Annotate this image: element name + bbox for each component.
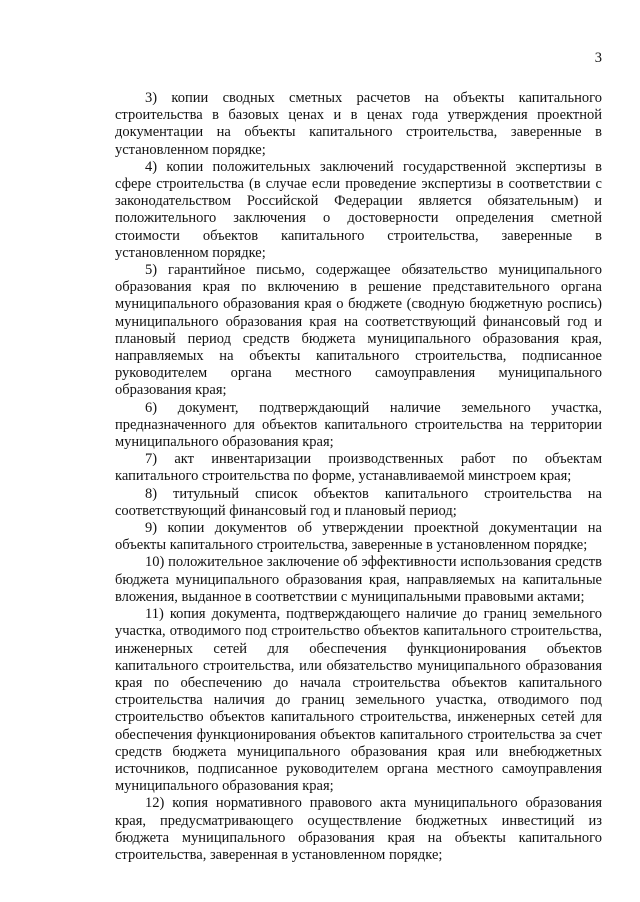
list-item-6: 6) документ, подтверждающий наличие земельного участка, предназначенного для объектов капитального строительства на территории муниципального образования края; — [115, 399, 602, 451]
list-item-10: 10) положительное заключение об эффективности использования средств бюджета муниципального образования края, направляемых на капитальные вложения, выданное в соответствии с муниципальными правовыми актами; — [115, 554, 602, 605]
list-item-12: 12) копия нормативного правового акта муниципального образования края, предусматривающего осуществление бюджетных инвестиций из бюджета муниципального образования края на объекты капитального строительства, заверенная в установленном порядке; — [115, 795, 602, 863]
list-item-11: 11) копия документа, подтверждающего наличие до границ земельного участка, отводимого под строительство объектов капитального строительства, инженерных сетей для обеспечения функционирования объектов капитального строительства, или обязательство муниципального образования края по обеспечению до начала строительства объектов капитального строительства наличия до границ земельного участка, отводимого под строительство объектов капитального строительства, инженерных сетей для обеспечения функционирования объектов капитального строительства за счет средств бюджета муниципального образования края или внебюджетных источников, подписанное руководителем органа местного самоуправления муниципального образования края; — [115, 606, 602, 795]
page-number: 3 — [594, 50, 602, 66]
document-body — [115, 90, 602, 864]
list-item-3: 3) копии сводных сметных расчетов на объекты капитального строительства в базовых ценах и в ценах года утверждения проектной документации на объекты капитального строительства, заверенные в установленном порядке; — [115, 90, 602, 158]
list-item-5: 5) гарантийное письмо, содержащее обязательство муниципального образования края по включению в решение представительного органа муниципального образования края о бюджете (сводную бюджетную роспись) муниципального образования края на соответствующий финансовый год и плановый период средств бюджета муниципального образования края, направляемых на объекты капитального строительства, подписанное руководителем органа местного самоуправления муниципального образования края; — [115, 262, 602, 399]
list-item-4: 4) копии положительных заключений государственной экспертизы в сфере строительства (в случае если проведение экспертизы в соответствии с законодательством Российской Федерации является обязательным) и положительного заключения о достоверности определения сметной стоимости объектов капитального строительства, заверенные в установленном порядке; — [115, 158, 602, 261]
list-item-9: 9) копии документов об утверждении проектной документации на объекты капитального строительства, заверенные в установленном порядке; — [115, 520, 602, 554]
list-item-8: 8) титульный список объектов капитального строительства на соответствующий финансовый год и плановый период; — [115, 485, 602, 519]
list-item-7: 7) акт инвентаризации производственных работ по объектам капитального строительства по форме, устанавливаемой минстроем края; — [115, 451, 602, 485]
